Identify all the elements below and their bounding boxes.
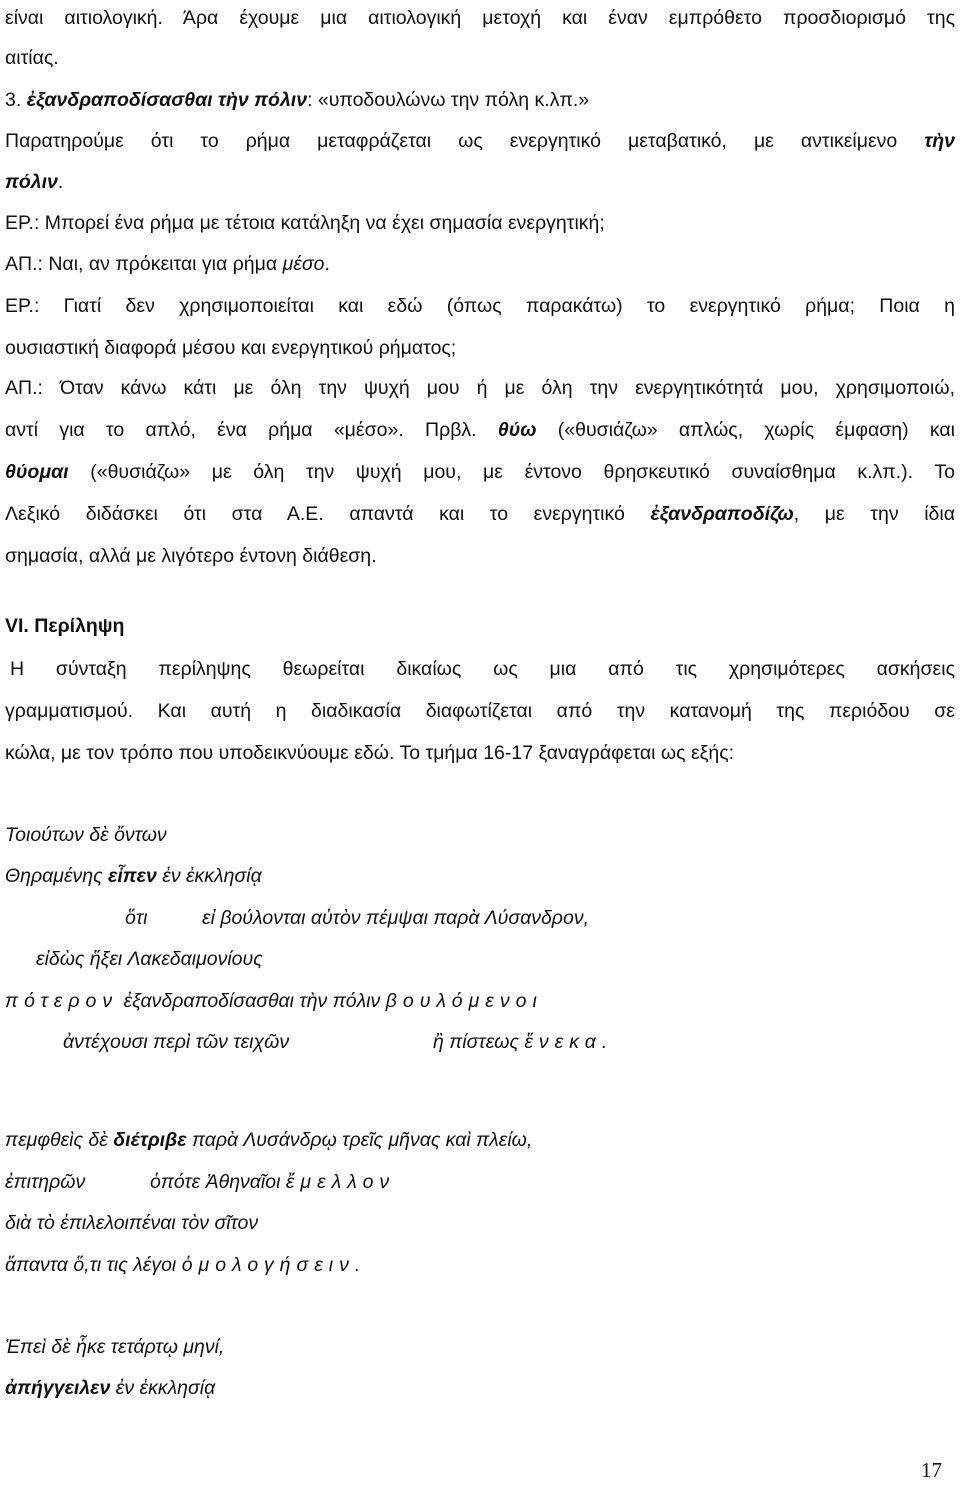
paragraph-line [5,168,955,196]
text: αντί για το απλό, ένα ρήμα «μέσο». Πρβλ. [5,419,498,441]
text: («θυσιάζω» με όλη την ψυχή μου, με έντονο θρησκευτικό συναίσθημα κ.λπ.). Το [68,461,955,483]
greek-line [5,1251,955,1279]
text: γραμματισμού. Και αυτή η διαδικασία διαφωτίζεται από την κατανομή της περιόδου σε [5,700,955,722]
text: παρὰ Λυσάνδρῳ τρεῖς μῆνας καὶ πλείω, [186,1129,533,1151]
text: Θηραμένης [5,865,109,887]
paragraph-line [5,4,955,32]
spaced-word: ἔμελλον [285,1171,396,1193]
text: είναι αιτιολογική. Άρα έχουμε μια αιτιολογική μετοχή και έναν εμπρόθετο προσδιορισμό της [5,7,955,29]
text: . [324,253,330,275]
main-verb: ἀπήγγειλεν [5,1377,111,1399]
paragraph-line [5,697,955,725]
question [5,292,955,320]
greek-word: πόλιν [5,171,58,193]
text: ὅτι [125,907,148,929]
translation: : «υποδουλώνω την πόλη κ.λπ.» [307,89,590,111]
text: εἰδὼς ἥξει Λακεδαιμονίους [36,948,263,970]
greek-line [36,945,955,973]
text: . [57,171,64,193]
answer-line [5,458,955,486]
section-heading: VI. Περίληψη [5,615,125,637]
question-line [5,334,955,362]
question [5,209,955,237]
greek-line [5,821,955,849]
answer [5,250,955,278]
greek-word: τὴν [924,130,955,152]
greek-line [5,1209,955,1237]
text: . [601,1031,608,1053]
answer-line [5,542,955,570]
item-3-heading [5,86,955,114]
answer-text: : Ναι, αν πρόκειται για ρήμα [37,253,283,275]
text: εἰ βούλονται αὐτὸν πέμψαι παρὰ Λύσανδρον, [202,907,589,929]
greek-line [5,1126,955,1154]
main-verb: διέτριβε [113,1129,187,1151]
greek-word: θύω [497,419,537,441]
page-number: 17 [921,1458,942,1482]
text: σημασία, αλλά με λιγότερο έντονη διάθεση. [5,545,377,567]
text: πεμφθεὶς δὲ [5,1129,114,1151]
spaced-word: ὁμολογήσειν [181,1254,355,1276]
greek-phrase: ἐξανδραποδίσασθαι τὴν πόλιν [26,89,308,111]
greek-word: θύομαι [5,461,69,483]
text: Η σύνταξη περίληψης θεωρείται δικαίως ως μια από τις χρησιμότερες ασκήσεις [10,658,955,680]
text: ἐπιτηρῶν [5,1171,86,1193]
answer-line [5,416,955,444]
text: Λεξικό διδάσκει ότι στα Α.Ε. απαντά και το ενεργητικό [5,503,651,525]
emphasis: μέσο [282,253,325,275]
text: («θυσιάζω» απλώς, χωρίς έμφαση) και [536,419,955,441]
question-text: : Γιατί δεν χρησιμοποιείται και εδώ (όπως παρακάτω) το ενεργητικό ρήμα; Ποια η [33,295,955,317]
text: , με την ίδια [793,503,955,525]
text: ἐξανδραποδίσασθαι τὴν πόλιν [118,990,386,1012]
text: Παρατηρούμε ότι το ρήμα μεταφράζεται ως ενεργητικό μεταβατικό, με αντικείμενο [5,130,925,152]
main-verb: εἶπεν [108,865,157,887]
text: κώλα, με τον τρόπο που υποδεικνύουμε εδώ. Το τμήμα 16-17 ξαναγράφεται ως εξής: [5,742,735,764]
question-label: ΕΡ. [5,295,34,317]
text: ἀντέχουσι περὶ τῶν τειχῶν [63,1031,290,1053]
greek-line [5,1168,955,1196]
answer-line [5,500,955,528]
answer-label: ΑΠ. [5,253,38,275]
text: . [354,1254,361,1276]
spaced-word: ἕνεκα [524,1031,602,1053]
question-label: ΕΡ. [5,212,34,234]
text: ἐν ἐκκλησίᾳ [110,1377,216,1399]
answer [5,374,955,402]
spaced-word: πότερον [5,990,119,1012]
text: ἐν ἐκκλησίᾳ [156,865,262,887]
greek-line [5,1374,955,1402]
greek-word: ἐξανδραποδίζω [650,503,794,525]
text: ἅπαντα ὅ,τι τις λέγοι [5,1254,182,1276]
text: διὰ τὸ ἐπιλελοιπέναι τὸν σῖτον [5,1212,259,1234]
paragraph-line [5,127,955,155]
paragraph-line [5,739,955,767]
greek-line [5,987,955,1015]
text: ουσιαστική διαφορά μέσου και ενεργητικού ρήματος; [5,337,457,359]
paragraph-line [5,44,955,72]
text: ἢ πίστεως [433,1031,525,1053]
question-text: : Μπορεί ένα ρήμα με τέτοια κατάληξη να έχει σημασία ενεργητική; [33,212,605,234]
item-number: 3. [5,89,27,111]
spaced-word: βουλόμενοι [385,990,543,1012]
greek-line [5,1333,955,1361]
greek-line [5,862,955,890]
answer-text: : Όταν κάνω κάτι με όλη την ψυχή μου ή με όλη την ενεργητικότητά μου, χρησιμοποιώ, [37,377,955,399]
text: αιτίας. [5,47,59,69]
paragraph-line [10,655,955,683]
text: ὁπότε Ἀθηναῖοι [150,1171,286,1193]
answer-label: ΑΠ. [5,377,38,399]
text: Ἐπεὶ δὲ ἧκε τετάρτῳ μηνί, [5,1336,225,1358]
text: Τοιούτων δὲ ὄντων [5,824,167,846]
